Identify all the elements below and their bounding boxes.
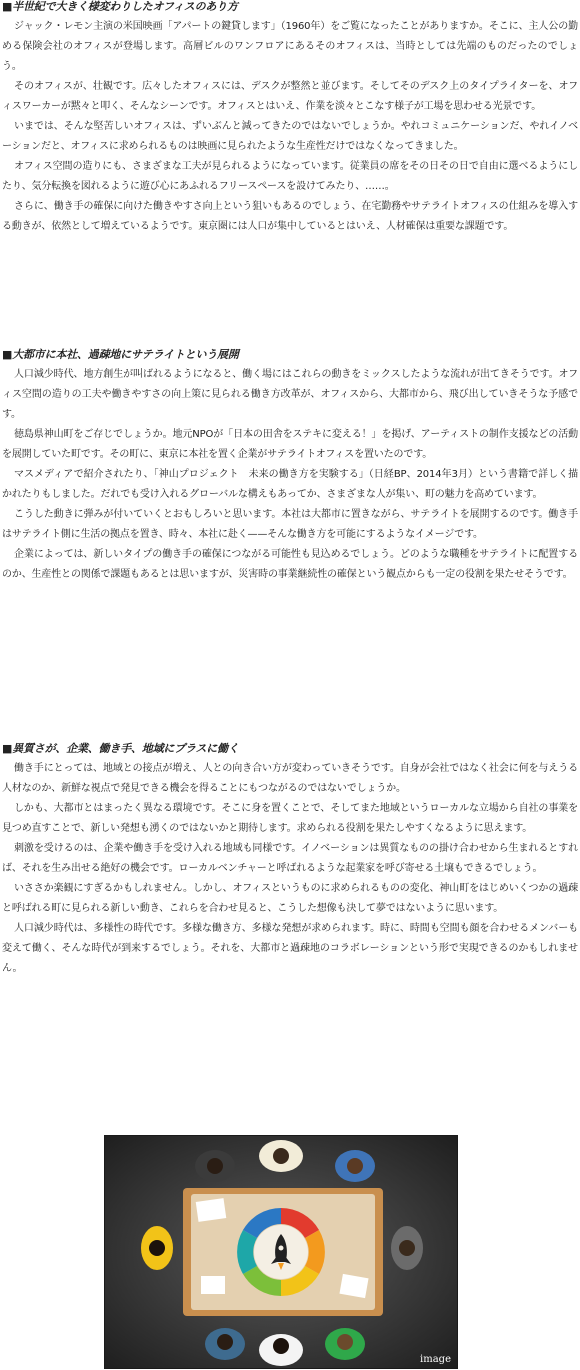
paragraph: さらに、働き手の確保に向けた働きやすさ向上という狙いもあるのでしょう、在宅勤務やサテライトオフィスの仕組みを導入する動きが、依然として増えているようです。東京圏には人口が集中しているとはいえ、人材確保は重要な課題です。 <box>2 201 578 232</box>
section-heading: ■大都市に本社、過疎地にサテライトという展開 <box>2 348 239 361</box>
paragraph: 刺激を受けるのは、企業や働き手を受け入れる地域も同様です。イノベーションは異質なものの掛け合わせから生まれるとすれば、それを生み出せる絶好の機会です。ローカルベンチャーと呼ばれるような起業家を呼び寄せる土壌もできるでしょう。 <box>2 843 578 874</box>
paragraph: 人口減少時代、地方創生が叫ばれるようになると、働く場にはこれらの動きをミックスしたような流れが出てきそうです。オフィス空間の造りの工夫や働きやすさの向上策に見られる働き方改革が、オフィスから、大都市から、飛び出していきそうな予感です。 <box>2 369 578 420</box>
illustration <box>105 1136 457 1368</box>
cycle-ring <box>237 1208 325 1296</box>
section-2 <box>0 348 580 585</box>
team-meeting-image <box>104 1135 458 1369</box>
paragraph: ジャック・レモン主演の米国映画「アパートの鍵貸します」（1960年）をご覧になったことがありますか。そこに、主人公の勤める保険会社のオフィスが登場します。高層ビルのワンフロアにあるそのオフィスは、当時としては先端のものだったのでしょう。 <box>2 21 578 72</box>
image-caption: image <box>420 1354 451 1365</box>
section-heading: ■半世紀で大きく様変わりしたオフィスのあり方 <box>2 0 238 13</box>
section-3 <box>0 742 580 979</box>
section-heading: ■異質さが、企業、働き手、地域にプラスに働く <box>2 742 239 755</box>
paragraph: 企業によっては、新しいタイプの働き手の確保につながる可能性も見込めるでしょう。どのような職種をサテライトに配置するのか、生産性との関係で課題もあるとは思いますが、災害時の事業継続性の確保という観点からも一定の役割を果たせそうです。 <box>2 549 578 580</box>
paragraph: そのオフィスが、壮観です。広々したオフィスには、デスクが整然と並びます。そしてそのデスク上のタイプライターを、オフィスワーカーが黙々と叩く、そんなシーンです。オフィスとはいえ、作業を淡々とこなす様子が工場を思わせる光景です。 <box>2 81 578 112</box>
section-1 <box>0 0 580 237</box>
paragraph: しかも、大都市とはまったく異なる環境です。そこに身を置くことで、そしてまた地域というローカルな立場から自社の事業を見つめ直すことで、新しい発想も湧くのではないかと期待します。求められる役割を果たしやすくなるように思えます。 <box>2 803 578 834</box>
paragraph: いささか楽観にすぎるかもしれません。しかし、オフィスというものに求められるものの変化、神山町をはじめいくつかの過疎と呼ばれる町に見られる新しい動き、これらを合わせ見ると、こうした想像も決して夢ではないように思います。 <box>2 883 578 914</box>
paragraph: 人口減少時代は、多様性の時代です。多様な働き方、多様な発想が求められます。時に、時間も空間も顔を合わせるメンバーも変えて働く、そんな時代が到来するでしょう。それを、大都市と過疎地のコラボレーションという形で実現できるのかもしれません。 <box>2 923 578 974</box>
paragraph: オフィス空間の造りにも、さまざまな工夫が見られるようになっています。従業員の席をその日その日で自由に選べるようにしたり、気分転換を図れるように遊び心にあふれるフリースペースを設けてみたり、……。 <box>2 161 578 192</box>
paragraph: マスメディアで紹介されたり、「神山プロジェクト 未来の働き方を実験する」（日経BP、2014年3月）という書籍で詳しく描かれたりもしました。だれでも受け入れるグローバルな構えもあってか、さまざまな人が集い、町の魅力を高めています。 <box>2 469 578 500</box>
paragraph: 徳島県神山町をご存じでしょうか。地元NPOが「日本の田舎をステキに変える！」を掲げ、アーティストの制作支援などの活動を展開していた町です。その町に、東京に本社を置く企業がサテライトオフィスを置いたのです。 <box>2 429 578 460</box>
paragraph: 働き手にとっては、地域との接点が増え、人との向き合い方が変わっていきそうです。自身が会社ではなく社会に何を与えうる人材なのか、新鮮な視点で発見できる機会を得ることにもつながるのではないでしょうか。 <box>2 763 578 794</box>
paragraph: いまでは、そんな堅苦しいオフィスは、ずいぶんと減ってきたのではないでしょうか。やれコミュニケーションだ、やれイノベーションだと、オフィスに求められるものは映画に見られたような生産性だけではなくなってきました。 <box>2 121 578 152</box>
paragraph: こうした動きに弾みが付いていくとおもしろいと思います。本社は大都市に置きながら、サテライトを展開するのです。働き手はサテライト側に生活の拠点を置き、時々、本社に赴く——そんな働き方を可能にするようなイメージです。 <box>2 509 578 540</box>
